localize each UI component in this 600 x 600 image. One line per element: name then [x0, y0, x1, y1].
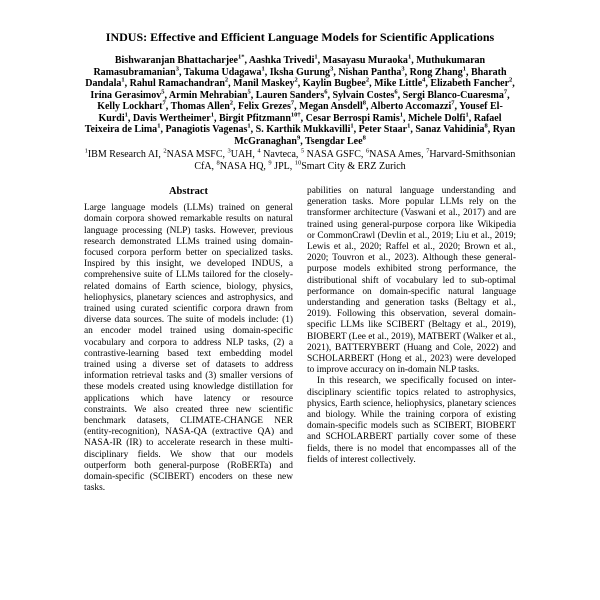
- author-affiliation-marker: 1: [462, 65, 466, 73]
- page-title: INDUS: Effective and Efficient Language Models for Scientific Applications: [105, 30, 495, 44]
- author-name: Iksha Gurung$^3$: [269, 65, 334, 78]
- body-paragraph: pabilities on natural language understanding and generation tasks. More popular LLMs rely on the transformer architecture (Vaswani et al., 2017) and are trained using general-purpose corpora like Wikipedia or CommonCrawl (Devlin et al., 2019; Liu et al., 2019; Lewis et al., 2020; Raffel et al., 2020; Brown et al., 2020; Touvron et al., 2023). Although these general-purpose models exhibited strong performance, the distributional shift of vocabulary led to sub-optimal performance on domain-specific natural language understanding and generation tasks (Beltagy et al., 2019). Following this observation, several domain-specific LLMs like SCIBERT (Beltagy et al., 2019), BIOBERT (Lee et al., 2019), MATBERT (Walker et al., 2021), BATTERYBERT (Huang and Cole, 2022) and SCHOLARBERT (Hong et al., 2023) were developed to improve accuracy on in-domain NLP tasks.: [307, 186, 516, 376]
- author-name: Cesar Berrospi Ramis$^1$: [305, 111, 403, 124]
- author-name: Mike Little$^4$: [374, 76, 426, 89]
- author-name: Bishwaranjan Bhattacharjee$^{1*}$: [114, 53, 245, 66]
- affiliation-marker: 5: [300, 147, 305, 155]
- author-affiliation-marker: 4: [422, 76, 426, 84]
- author-name: Thomas Allen$^2$: [170, 99, 234, 112]
- author-name: Elizabeth Fancher$^2$: [430, 76, 513, 89]
- abstract-text: Large language models (LLMs) trained on general domain corpora showed remarkable results on natural language processing (NLP) tasks. However, previous research demonstrated LLMs trained using domain-focused corpora perform better on specialized tasks. Inspired by this insight, we developed INDUS, a comprehensive suite of LLMs tailored for the closely-related domains of Earth science, biology, physics, heliophysics, planetary sciences and astrophysics, and trained using curated scientific corpora drawn from diverse data sources. The suite of models include: (1) an encoder model trained using domain-specific vocabulary and corpora to address NLP tasks, (2) a contrastive-learning based text embedding model trained using a diverse set of datasets to address information retrieval tasks and (3) smaller versions of these models created using knowledge distillation for applications which have latency or resource constraints. We also created three new scientific benchmark datasets, CLIMATE-CHANGE NER (entity-recognition), NASA-QA (extractive QA) and NASA-IR (IR) to accelerate research in these multi-disciplinary fields. We show that our models outperform both general-purpose (RoBERTa) and domain-specific (SCIBERT) encoders on these new tasks.: [84, 203, 293, 494]
- affiliation: $^5$ NASA GSFC: [300, 147, 361, 160]
- author-affiliation-marker: 9: [296, 134, 301, 142]
- author-affiliation-marker: 1: [157, 122, 161, 130]
- author-affiliation-marker: 3: [401, 65, 405, 73]
- affiliation-marker: 10: [294, 159, 302, 167]
- author-name: Armin Mehrabian$^5$: [168, 88, 251, 101]
- affiliation: $^4$ Navteca: [257, 147, 296, 160]
- affiliation-marker: 3: [227, 147, 231, 155]
- author-name: Nishan Pantha$^3$: [338, 65, 405, 78]
- affiliation-marker: 7: [426, 147, 430, 155]
- author-affiliation-marker: 8: [484, 122, 488, 130]
- author-name: Birgit Pfitzmann$^{10\dagger}$: [218, 111, 301, 124]
- author-name: Davis Wertheimer$^1$: [132, 111, 214, 124]
- affiliation-marker: 4: [257, 147, 261, 155]
- affiliation: $^{10}$Smart City & ERZ Zurich: [294, 159, 406, 172]
- affiliation: $^9$ JPL: [268, 159, 290, 172]
- author-affiliation-marker: 6: [324, 88, 328, 96]
- author-name: Sergi Blanco-Cuaresma$^7$: [402, 88, 508, 101]
- affiliation: $^3$UAH: [227, 147, 253, 160]
- author-affiliation-marker: 1: [407, 53, 412, 61]
- author-name: Irina Gerasimov$^5$: [90, 88, 165, 101]
- affiliation: $^8$NASA HQ: [216, 159, 264, 172]
- author-affiliation-marker: 8: [362, 99, 366, 107]
- author-affiliation-marker: 1: [350, 122, 354, 130]
- author-affiliation-marker: 1: [261, 65, 265, 73]
- author-affiliation-marker: 1: [465, 111, 469, 119]
- affiliation-marker: 2: [163, 147, 167, 155]
- affiliation-marker: 8: [216, 159, 220, 167]
- affiliation: $^7$Harvard-Smithsonian CfA: [194, 147, 516, 172]
- author-name: Felix Grezes$^7$: [238, 99, 295, 112]
- affiliation-marker: 9: [268, 159, 272, 167]
- author-name: Tsengdar Lee$^8$: [305, 134, 366, 147]
- author-affiliation-marker: 2: [229, 99, 234, 107]
- author-affiliation-marker: 3: [175, 65, 179, 73]
- author-affiliation-marker: 1: [407, 122, 411, 130]
- author-name: Sanaz Vahidinia$^8$: [415, 122, 488, 135]
- author-affiliation-marker: 10†: [290, 111, 301, 119]
- author-name: Megan Ansdell$^8$: [299, 99, 366, 112]
- abstract-column: [84, 186, 293, 494]
- affiliation: $^6$NASA Ames: [365, 147, 422, 160]
- author-name: Muthukumaran Ramasubramanian$^3$: [93, 55, 486, 78]
- author-affiliation-marker: 7: [451, 99, 455, 107]
- author-affiliation-marker: 1: [399, 111, 403, 119]
- author-name: Manil Maskey$^2$: [233, 76, 298, 89]
- author-name: Bharath Dandala$^1$: [85, 66, 507, 89]
- author-name: Sylvain Costes$^6$: [332, 88, 398, 101]
- author-name: Rafael Teixeira de Lima$^1$: [84, 112, 502, 135]
- abstract-heading: Abstract: [168, 186, 209, 197]
- author-name: Alberto Accomazzi$^7$: [370, 99, 455, 112]
- author-name: Rahul Ramachandran$^2$: [129, 76, 229, 89]
- author-name: Aashka Trivedi$^1$: [248, 53, 318, 66]
- author-name: Lauren Sanders$^6$: [255, 88, 328, 101]
- author-affiliation-marker: 1: [210, 111, 214, 119]
- author-affiliation-marker: 5: [247, 88, 251, 96]
- author-name: Kaylin Bugbee$^2$: [302, 76, 370, 89]
- author-affiliation-marker: 2: [365, 76, 370, 84]
- two-column-body: [84, 186, 516, 494]
- author-affiliation-marker: 1: [247, 122, 251, 130]
- body-paragraph: In this research, we specifically focused on inter-disciplinary scientific topics related to astrophysics, physics, Earth science, heliophysics, planetary sciences and biology. While the training corpora of existing domain-specific models such as SCIBERT, BIOBERT and SCHOLARBERT partially cover some of these fields, there is no model that encompasses all of the fields of interest collectively.: [307, 376, 516, 465]
- author-name: Peter Staar$^1$: [358, 122, 411, 135]
- author-name: Ryan McGranaghan$^9$: [234, 124, 516, 147]
- author-affiliation-marker: 2: [224, 76, 229, 84]
- author-name: Masayasu Muraoka$^1$: [322, 53, 412, 66]
- author-affiliation-marker: 1*: [237, 53, 245, 61]
- author-affiliation-marker: 1: [124, 111, 128, 119]
- author-name: Yousef El-Kurdi$^1$: [98, 101, 503, 124]
- author-affiliation-marker: 6: [394, 88, 398, 96]
- author-affiliation-marker: 3: [330, 65, 334, 73]
- author-name: Kelly Lockhart$^7$: [97, 99, 166, 112]
- author-affiliation-marker: 2: [509, 76, 513, 84]
- author-name: Panagiotis Vagenas$^1$: [165, 122, 251, 135]
- author-affiliation-marker: 8: [362, 134, 366, 142]
- author-affiliation-marker: 1: [314, 53, 318, 61]
- intro-column: [307, 186, 516, 494]
- affiliation-marker: 1: [84, 147, 88, 155]
- author-name: Rong Zhang$^1$: [409, 65, 466, 78]
- author-list: Bishwaranjan Bhattacharjee$^{1*}$, Aashka Trivedi$^1$, Masayasu Muraoka$^1$, Muthukumaran Ramasubramanian$^3$, Takuma Udagawa$^1$, Iksha Gurung$^3$, Nishan Pantha$^3$, Rong Zhang$^1$, Bharath Dandala$^1$, Rahul Ramachandran$^2$, Manil Maskey$^2$, Kaylin Bugbee$^2$, Mike Little$^4$, Elizabeth Fancher$^2$, Irina Gerasimov$^5$, Armin Mehrabian$^5$, Lauren Sanders$^6$, Sylvain Costes$^6$, Sergi Blanco-Cuaresma$^7$, Kelly Lockhart$^7$, Thomas Allen$^2$, Felix Grezes$^7$, Megan Ansdell$^8$, Alberto Accomazzi$^7$, Yousef El-Kurdi$^1$, Davis Wertheimer$^1$, Birgit Pfitzmann$^{10\dagger}$, Cesar Berrospi Ramis$^1$, Michele Dolfi$^1$, Rafael Teixeira de Lima$^1$, Panagiotis Vagenas$^1$, S. Karthik Mukkavilli$^1$, Peter Staar$^1$, Sanaz Vahidinia$^8$, Ryan McGranaghan$^9$, Tsengdar Lee$^8$: [84, 53, 516, 147]
- affiliation: $^2$NASA MSFC: [163, 147, 223, 160]
- affiliation-list: $^1$IBM Research AI, $^2$NASA MSFC, $^3$UAH, $^4$ Navteca, $^5$ NASA GSFC, $^6$NASA Ames, $^7$Harvard-Smithsonian CfA, $^8$NASA HQ, $^9$ JPL, $^{10}$Smart City & ERZ Zurich: [84, 147, 516, 172]
- author-affiliation-marker: 7: [162, 99, 166, 107]
- author-name: Takuma Udagawa$^1$: [183, 65, 265, 78]
- author-affiliation-marker: 2: [294, 76, 298, 84]
- author-affiliation-marker: 1: [121, 76, 125, 84]
- author-affiliation-marker: 5: [161, 88, 165, 96]
- author-affiliation-marker: 7: [290, 99, 295, 107]
- affiliation: $^1$IBM Research AI: [84, 147, 159, 160]
- author-name: S. Karthik Mukkavilli$^1$: [255, 122, 354, 135]
- author-name: Michele Dolfi$^1$: [407, 111, 469, 124]
- affiliation-marker: 6: [365, 147, 370, 155]
- author-affiliation-marker: 7: [503, 88, 508, 96]
